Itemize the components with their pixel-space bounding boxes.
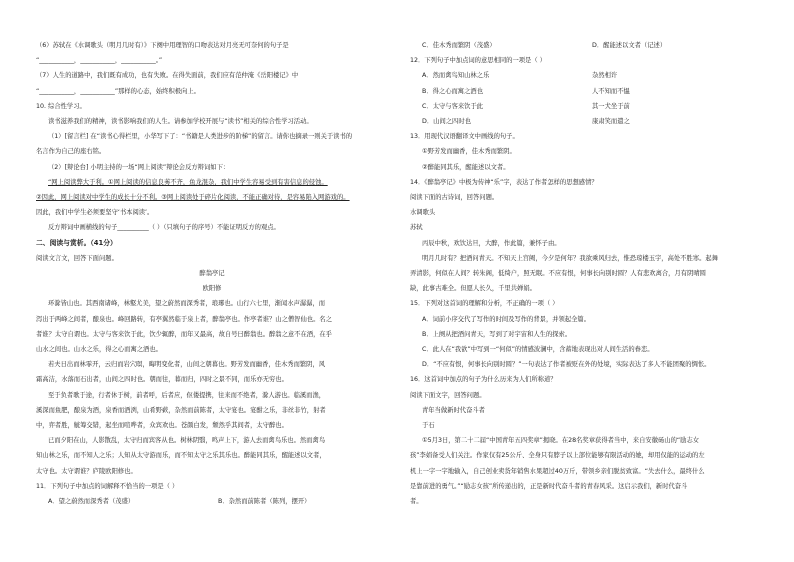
question-15-option-c: C．此人在“我欲”中写到一“何似”的情感波澜中，含蓄地表现出对人间生活的眷恋。 — [422, 346, 654, 354]
option-d-left: D．山间之四时也 — [422, 118, 471, 126]
poem-line-1: 明月几时有？把酒问青天。不知天上宫阙，今夕是何年？我欲乘风归去，惟恐琼楼玉宇，高处不胜寒。起舞 — [422, 254, 718, 262]
essay-paragraph-1-line-3: 者谁？太守自谓也。太守与客来饮于此，饮少辄醉，而年又最高，故自号曰醉翁也。醉翁之意不在酒，在乎 — [36, 330, 332, 338]
poem-author: 苏轼 — [410, 224, 423, 232]
essay-paragraph-2-line-1: 若夫日出而林霏开，云归而岩穴暝，晦明变化者，山间之朝暮也。野芳发而幽香，佳木秀而繁阴，风 — [48, 361, 326, 369]
question-12-option-a — [410, 68, 762, 83]
debate-text-line-3: 因此，我们中学生必须要坚守‘书本阅读’。 — [36, 209, 154, 217]
article-reading-instruction: 阅读下面文字，回答问题。 — [410, 391, 486, 399]
question-15-option-b: B．上阕从把酒问青天，写到了对宇宙和人生的探索。 — [422, 330, 572, 338]
question-14: 14．《醉翁亭记》中极为传神“乐”字，表达了作者怎样的思想感情？ — [410, 178, 598, 186]
article-line-1: ①5月3日，第二十二届“中国青年五四奖章”揭晓。在28名奖章获得者当中，来自安徽砀山的“励志女 — [422, 437, 700, 445]
article-title: 青年当做新时代奋斗者 — [422, 406, 485, 414]
reading-instruction: 阅读文言文，回答下面问题。 — [36, 254, 118, 262]
article-line-2: 孩”李娟备受人们关注。作家仅有25公斤、全身只有脖子以上部位能够有限活动的她，却用仅能的运动的左 — [410, 452, 705, 460]
debate-text-line-1: “网上阅读弊大于利。①网上阅读的信息良莠不齐，鱼龙混杂，我们中学生容易受到有害信息的侵蚀。 — [48, 178, 328, 186]
essay-paragraph-4-line-3: 太守也。太守谓谁？庐陵欧阳修也。 — [36, 467, 137, 475]
essay-paragraph-3-line-3: 中，弈者胜，觥筹交错，起坐而喧哗者，众宾欢也。苍颜白发，颓然乎其间者，太守醉也。 — [36, 422, 288, 430]
question-6: （6）苏轼在《水调歌头（明月几时有）》下阕中用理智的口吻表达对月亮无可奈何的句子是 — [36, 42, 289, 49]
question-7-line-1: （7）人生的道路中，我们既有成功，也有失败。在得失面前，我们应有范仲淹《岳阳楼记》中 — [36, 72, 299, 80]
poem-line-2: 弄清影，何似在人间？转朱阁，低绮户，照无眠。不应有恨，何事长向别时圆？人有悲欢离合，月有阴晴圆 — [410, 270, 706, 278]
question-12-option-b — [410, 84, 762, 99]
right-column — [410, 38, 762, 509]
essay-author: 欧阳修 — [202, 285, 222, 293]
poem-preface: 丙辰中秋，欢饮达旦，大醉，作此篇，兼怀子由。 — [422, 239, 561, 247]
option-c-left: C．太守与客来饮于此 — [422, 102, 484, 110]
essay-paragraph-2-line-2: 霜高洁，水落而石出者，山间之四时也。朝而往，暮而归，四时之景不同，而乐亦无穷也。 — [36, 376, 288, 384]
option-a-right: 杂然相许 — [592, 72, 618, 80]
essay-paragraph-4-line-2: 知山林之乐，而不知人之乐；人知从太守游而乐，而不知太守之乐其乐也。醉能同其乐，醒能述以文者， — [36, 452, 326, 460]
option-c-right: 其一犬坐于前 — [592, 102, 630, 110]
question-12-option-c — [410, 99, 762, 114]
section-2-heading: 二、阅读与赏析。（41分） — [36, 238, 117, 247]
poem-reading-instruction: 阅读下面的古诗词，回答问题。 — [410, 194, 499, 202]
option-d: D．醒能述以文者（记述） — [592, 42, 667, 49]
question-13: 13．用现代汉语翻译文中画线的句子。 — [410, 133, 519, 141]
option-b: B．杂然而前陈者（陈列，摆开） — [218, 498, 311, 506]
question-12-option-d — [410, 114, 762, 129]
article-line-4: 是靠前进的勇气。”“励志女孩”所传递出的，正是新时代奋斗者的青春风采。这启示我们，新时代奋斗 — [410, 482, 688, 490]
question-15: 15．下列对这首词的理解和分析，不正确的一项（ ） — [410, 300, 559, 308]
option-b-left: B．得之心而寓之酒也 — [422, 87, 483, 95]
question-10-2: （2）[辩论台] 小明主持的一场“网上阅读”辩论会反方辩词如下： — [48, 163, 230, 171]
question-10: 10. 综合性学习。 — [36, 102, 86, 110]
question-15-option-a: A．词前小序交代了写作的时间及写作的背景，并领起全篇。 — [422, 315, 591, 323]
question-7-line-2: “___________，___________”那样的心态，始终积极向上。 — [36, 87, 200, 95]
question-11-options-ab — [36, 494, 388, 509]
question-6-blanks: “___________，___________，___________。” — [36, 57, 163, 65]
question-15-option-d: D．“不应有恨，何事长向别时圆？”一句表达了作者被贬在外的处境，实际表达了多人不能团聚的惆怅。 — [422, 361, 711, 369]
question-10-intro: 读书滋养我们的精神，读书影响我们的人生。请参加学校开展与“读书”相关的综合性学习活动。 — [48, 118, 313, 126]
essay-paragraph-1-line-4: 山水之间也。山水之乐，得之心而寓之酒也。 — [36, 346, 162, 354]
essay-paragraph-3-line-1: 至于负者歌于途，行者休于树，前者呼，后者应，伛偻提携，往来而不绝者，滁人游也。临溪而渔， — [48, 391, 326, 399]
question-16: 16．这首词中加点的句子为什么历来为人们所称道？ — [410, 376, 557, 384]
essay-paragraph-1-line-2: 泻出于两峰之间者，酿泉也。峰回路转，有亭翼然临于泉上者，醉翁亭也。作亭者谁？山之僧智仙也。名之 — [36, 315, 332, 323]
question-11: 11．下列句子中加点的词解释不恰当的一项是（ ） — [36, 482, 179, 490]
question-10-1-line-1: （1）[留言栏] 在“读书心得栏里，小华写下了：“书籍是人类进步的阶梯”的留言。请你也摘录一则关于读书的 — [48, 133, 353, 141]
article-line-3: 机上一字一字地输入，自己创业卖货年销售水果超过40万斤，带领乡亲们脱贫致富。“失去什么，最终什么 — [410, 467, 705, 475]
essay-title: 醉翁亭记 — [199, 270, 225, 278]
article-author: 于石 — [422, 422, 435, 430]
poem-line-3: 缺，此事古难全。但愿人长久，千里共婵娟。 — [410, 285, 536, 293]
question-10-1-line-2: 名言作为自己的座右铭。 — [36, 148, 106, 156]
option-a: A．望之蔚然而深秀者（茂盛） — [48, 498, 135, 506]
question-11-options-cd — [410, 38, 762, 53]
option-d-right: 康肃笑而遣之 — [592, 118, 630, 126]
poem-title: 水调歌头 — [410, 209, 436, 217]
question-12: 12．下列句子中加点词的意思相同的一项是（ ） — [410, 57, 546, 65]
essay-paragraph-3-line-2: 溪深而鱼肥，酿泉为酒，泉香而酒洌，山肴野蔌，杂然而前陈者，太守宴也。宴酣之乐，非丝非竹，射者 — [36, 406, 326, 414]
debate-question: 反方辩词中画横线的句子__________（ ）（只填句子的序号）不能证明反方的观点。 — [48, 224, 280, 232]
question-13-item-2: ②醉能同其乐，醒能述以文者。 — [422, 163, 510, 171]
article-line-5: 者。 — [410, 498, 423, 506]
essay-paragraph-1-line-1: 环滁皆山也。其西南诸峰，林壑尤美，望之蔚然而深秀者，琅琊也。山行六七里，渐闻水声潺潺，而 — [48, 300, 326, 308]
essay-paragraph-4-line-1: 已而夕阳在山，人影散乱，太守归而宾客从也。树林阴翳，鸣声上下，游人去而禽鸟乐也。然而禽鸟 — [48, 437, 326, 445]
option-c: C．佳木秀而繁阴（茂盛） — [422, 42, 496, 49]
debate-text-line-2: ②因此，网上阅读对中学生的成长十分不利。③网上阅读处于碎片化阅读，不能正确对待，是容易陷入网游戏的。 — [36, 194, 350, 202]
option-a-left: A．然而禽鸟知山林之乐 — [422, 72, 490, 80]
option-b-right: 人不知而不愠 — [592, 87, 630, 95]
left-column — [36, 38, 388, 509]
question-13-item-1: ①野芳发而幽香，佳木秀而繁阴。 — [422, 148, 516, 156]
